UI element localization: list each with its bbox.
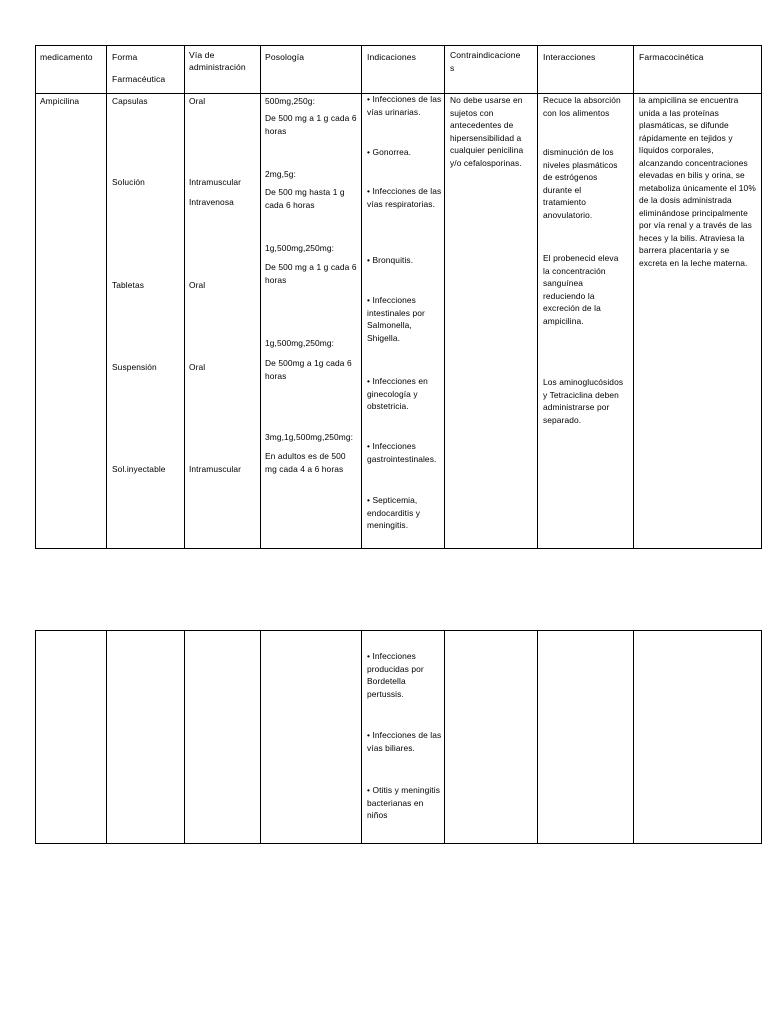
- indicacion-item: • Infecciones intestinales por Salmonella, Shigella.: [367, 295, 425, 343]
- indicacion-item: • Infecciones de las vías biliares.: [367, 730, 442, 753]
- via-item: Oral: [189, 362, 206, 372]
- header-farmaceutica: Farmacéutica: [112, 74, 166, 84]
- posologia-text: De 500 mg a 1 g cada 6 horas: [265, 113, 357, 136]
- table-row: [36, 631, 762, 844]
- header-cell: [261, 46, 362, 94]
- header-via: Vía de: [189, 50, 215, 60]
- cell-posologia: [261, 94, 362, 549]
- indicacion-item: • Bronquitis.: [367, 255, 414, 265]
- header-cell: [107, 46, 185, 94]
- empty-cell: [185, 631, 261, 844]
- header-cell: [36, 46, 107, 94]
- header-posologia: Posología: [265, 52, 305, 62]
- header-contraindicaciones: Contraindicacione: [450, 50, 521, 60]
- cell-via: [185, 94, 261, 549]
- via-item: Intramuscular: [189, 177, 242, 187]
- interaccion-item: El probenecid eleva la concentración sanguínea reduciendo la excreción de la ampicilina.: [543, 253, 619, 326]
- indicacion-item: • Infecciones de las vías urinarias.: [367, 94, 442, 117]
- contraindicaciones-text: No debe usarse en sujetos con antecedentes de hipersensibilidad a cualquier penicilina y/o cefalosporinas.: [450, 95, 524, 168]
- posologia-dose: 1g,500mg,250mg:: [265, 338, 335, 348]
- cell-indicaciones: [362, 631, 445, 844]
- forma-item: Capsulas: [112, 96, 148, 106]
- farmacocinetica-text: la ampicilina se encuentra unida a las proteínas plasmáticas, se difunde rápidamente en tejidos y líquidos corporales, alcanzando concentraciones elevadas en bilis y orina, se metaboliza únicamente el 10% de la dosis administrada eliminándose principalmente por vía renal y a través de las heces y la bilis. Atraviesa la barrera placentaria y se excreta en la leche materna.: [639, 95, 756, 268]
- posologia-dose: 2mg,5g:: [265, 169, 296, 179]
- forma-item: Sol.inyectable: [112, 464, 166, 474]
- header-row: [36, 46, 762, 94]
- posologia-text: En adultos es de 500 mg cada 4 a 6 horas: [265, 451, 346, 474]
- via-item: Intravenosa: [189, 197, 234, 207]
- header-farmacocinetica: Farmacocinética: [639, 52, 704, 62]
- via-item: Oral: [189, 280, 206, 290]
- cell-interacciones: [538, 94, 634, 549]
- header-cell: [445, 46, 538, 94]
- empty-cell: [261, 631, 362, 844]
- posologia-dose: 500mg,250g:: [265, 96, 315, 106]
- header-cell: [538, 46, 634, 94]
- drug-table-continuation: [35, 630, 762, 844]
- interaccion-item: disminución de los niveles plasmáticos de estrógenos durante el tratamiento anovulatorio.: [543, 147, 618, 220]
- posologia-text: De 500mg a 1g cada 6 horas: [265, 358, 352, 381]
- posologia-text: De 500 mg hasta 1 g cada 6 horas: [265, 187, 345, 210]
- indicacion-item: • Infecciones gastrointestinales.: [367, 441, 437, 464]
- indicacion-item: • Infecciones en ginecología y obstetricia.: [367, 376, 428, 411]
- indicacion-item: • Gonorrea.: [367, 147, 412, 157]
- via-item: Intramuscular: [189, 464, 242, 474]
- cell-contraindicaciones: [445, 94, 538, 549]
- header-administracion: administración: [189, 62, 246, 72]
- cell-forma: [107, 94, 185, 549]
- header-medicamento: medicamento: [40, 52, 93, 62]
- medicamento-name: Ampicilina: [40, 96, 80, 106]
- posologia-dose: 3mg,1g,500mg,250mg:: [265, 432, 354, 442]
- header-cell: [634, 46, 762, 94]
- via-item: Oral: [189, 96, 206, 106]
- header-indicaciones: Indicaciones: [367, 52, 416, 62]
- empty-cell: [634, 631, 762, 844]
- posologia-dose: 1g,500mg,250mg:: [265, 243, 335, 253]
- header-contraindicaciones-suffix: s: [450, 63, 455, 73]
- cell-farmacocinetica: [634, 94, 762, 549]
- empty-cell: [107, 631, 185, 844]
- indicacion-item: • Infecciones producidas por Bordetella pertussis.: [367, 651, 424, 699]
- empty-cell: [538, 631, 634, 844]
- header-interacciones: Interacciones: [543, 52, 596, 62]
- cell-medicamento: [36, 94, 107, 549]
- empty-cell: [36, 631, 107, 844]
- indicacion-item: • Infecciones de las vías respiratorias.: [367, 186, 442, 209]
- header-cell: [362, 46, 445, 94]
- indicacion-item: • Septicemia, endocarditis y meningitis.: [367, 495, 421, 530]
- interaccion-item: Los aminoglucósidos y Tetraciclina deben administrarse por separado.: [543, 377, 624, 425]
- posologia-text: De 500 mg a 1 g cada 6 horas: [265, 262, 357, 285]
- table-row: [36, 94, 762, 549]
- forma-item: Solución: [112, 177, 145, 187]
- header-forma: Forma: [112, 52, 138, 62]
- forma-item: Tabletas: [112, 280, 144, 290]
- header-cell: [185, 46, 261, 94]
- empty-cell: [445, 631, 538, 844]
- indicacion-item: • Otitis y meningitis bacterianas en niños: [367, 785, 440, 820]
- forma-item: Suspensión: [112, 362, 157, 372]
- cell-indicaciones: [362, 94, 445, 549]
- drug-table: [35, 45, 762, 549]
- interaccion-item: Recuce la absorción con los alimentos: [543, 95, 621, 118]
